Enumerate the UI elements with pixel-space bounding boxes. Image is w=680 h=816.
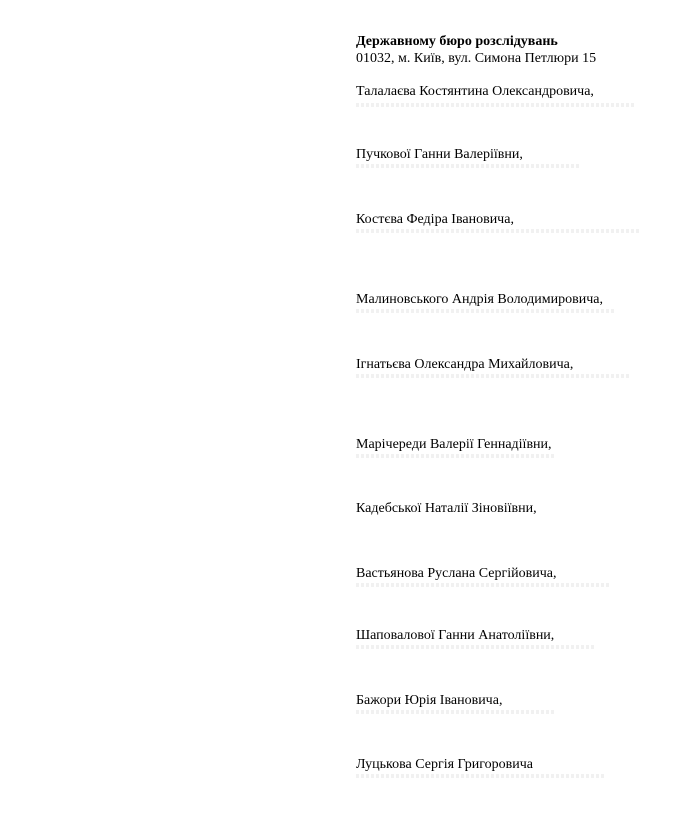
- person-name: Бажори Юрія Івановича,: [356, 693, 503, 708]
- redacted-line: [356, 710, 556, 714]
- person-name: Марічереди Валерії Геннадіївни,: [356, 437, 552, 452]
- person-name: Малиновського Андрія Володимировича,: [356, 292, 603, 307]
- redacted-line: [356, 229, 641, 233]
- redacted-line: [356, 374, 631, 378]
- redacted-line: [356, 103, 636, 107]
- addressee-block: [356, 33, 656, 67]
- redacted-line: [356, 164, 581, 168]
- addressee-address: 01032, м. Київ, вул. Симона Петлюри 15: [356, 51, 597, 66]
- person-name: Ігнатьєва Олександра Михайловича,: [356, 357, 574, 372]
- person-name: Костєва Федіра Івановича,: [356, 212, 514, 227]
- person-name: Талалаєва Костянтина Олександровича,: [356, 84, 594, 99]
- person-name: Шаповалової Ганни Анатоліївни,: [356, 628, 555, 643]
- person-name: Кадебської Наталії Зіновіївни,: [356, 501, 537, 516]
- redacted-line: [356, 309, 616, 313]
- redacted-line: [356, 583, 611, 587]
- person-name: Луцькова Сергія Григоровича: [356, 757, 534, 772]
- person-name: Пучкової Ганни Валеріївни,: [356, 147, 523, 162]
- addressee-name: Державному бюро розслідувань: [356, 34, 558, 49]
- redacted-line: [356, 454, 556, 458]
- redacted-line: [356, 774, 606, 778]
- redacted-line: [356, 645, 596, 649]
- person-name: Вастьянова Руслана Сергійовича,: [356, 566, 557, 581]
